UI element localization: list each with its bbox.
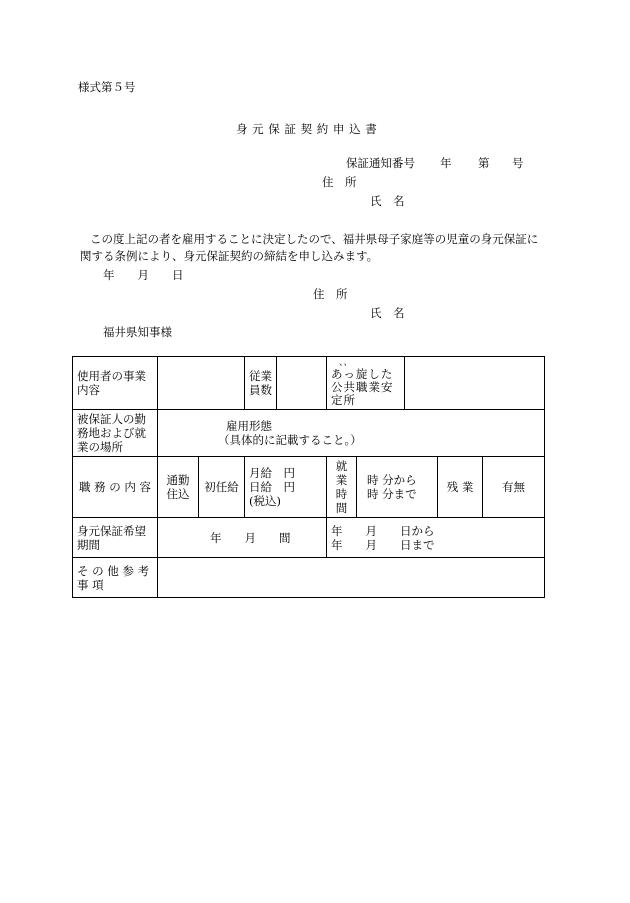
tax-incl-label: (税込) [249, 494, 281, 508]
employer-business-value[interactable] [158, 357, 245, 410]
applicant-address-label: 住 所 [313, 287, 348, 301]
period-duration-value[interactable]: 年 月 間 [158, 518, 327, 558]
table-row-period [73, 518, 545, 558]
employees-value[interactable] [277, 357, 327, 410]
salary-cell[interactable] [245, 457, 327, 518]
agency-ruby: 、、 [339, 358, 353, 368]
workplace-value[interactable] [158, 410, 545, 457]
table-row-job [73, 457, 545, 518]
body-text-line2: 関する条例により、身元保証契約の締結を申し込みます。 [80, 249, 379, 263]
applicant-name-label: 氏 名 [370, 306, 405, 320]
table-row-workplace [73, 410, 545, 457]
overtime-label: 残 業 [438, 457, 483, 518]
addressee: 福井県知事様 [103, 325, 172, 339]
workplace-label: 被保証人の勤務地および就業の場所 [73, 410, 158, 457]
notice-year-label: 年 [440, 156, 452, 170]
starting-salary-label: 初任給 [199, 457, 245, 518]
notice-dai-label: 第 [478, 156, 490, 170]
commute-label[interactable]: 通勤住込 [158, 457, 199, 518]
application-date: 年 月 日 [103, 268, 184, 282]
period-to-label: 年 月 日まで [331, 537, 435, 552]
table-row-employer [73, 357, 545, 410]
desired-period-label: 身元保証希望期間 [73, 518, 158, 558]
employer-name-label: 氏 名 [370, 194, 405, 208]
employer-business-label: 使用者の事業内容 [73, 357, 158, 410]
time-to-label: 時 分まで [367, 487, 417, 501]
notice-gou-label: 号 [512, 156, 524, 170]
page-title: 身 元 保 証 契 約 申 込 書 [236, 122, 378, 136]
other-notes-label: そ の 他 参 考 事 項 [73, 558, 158, 598]
form-number: 様式第５号 [78, 80, 136, 94]
agency-label-cell [327, 357, 405, 410]
other-notes-value[interactable] [158, 558, 545, 598]
application-table [72, 356, 545, 598]
period-dates-value[interactable] [327, 518, 545, 558]
time-from-label: 時 分から [367, 473, 417, 487]
employment-form-note: （具体的に記載すること。） [218, 433, 362, 447]
agency-value[interactable] [405, 357, 545, 410]
period-from-label: 年 月 日から [331, 523, 435, 538]
monthly-pay-label: 月給 円 [249, 466, 295, 480]
work-hours-value[interactable] [357, 457, 438, 518]
body-text-line1: この度上記の者を雇用することに決定したので、福井県母子家庭等の児童の身元保証に [90, 232, 539, 246]
job-content-label: 職 務 の 内 容 [73, 457, 158, 518]
work-hours-label: 就業時間 [327, 457, 357, 518]
agency-label: あっ旋した公共職業安定所 [331, 367, 394, 407]
overtime-yes-no[interactable]: 有無 [483, 457, 545, 518]
guarantee-notice-number-label: 保証通知番号 [346, 156, 415, 170]
employees-label: 従業員数 [245, 357, 277, 410]
employer-address-label: 住 所 [322, 175, 357, 189]
employment-form-label: 雇用形態 [226, 419, 272, 433]
daily-pay-label: 日給 円 [249, 480, 295, 494]
table-row-other [73, 558, 545, 598]
